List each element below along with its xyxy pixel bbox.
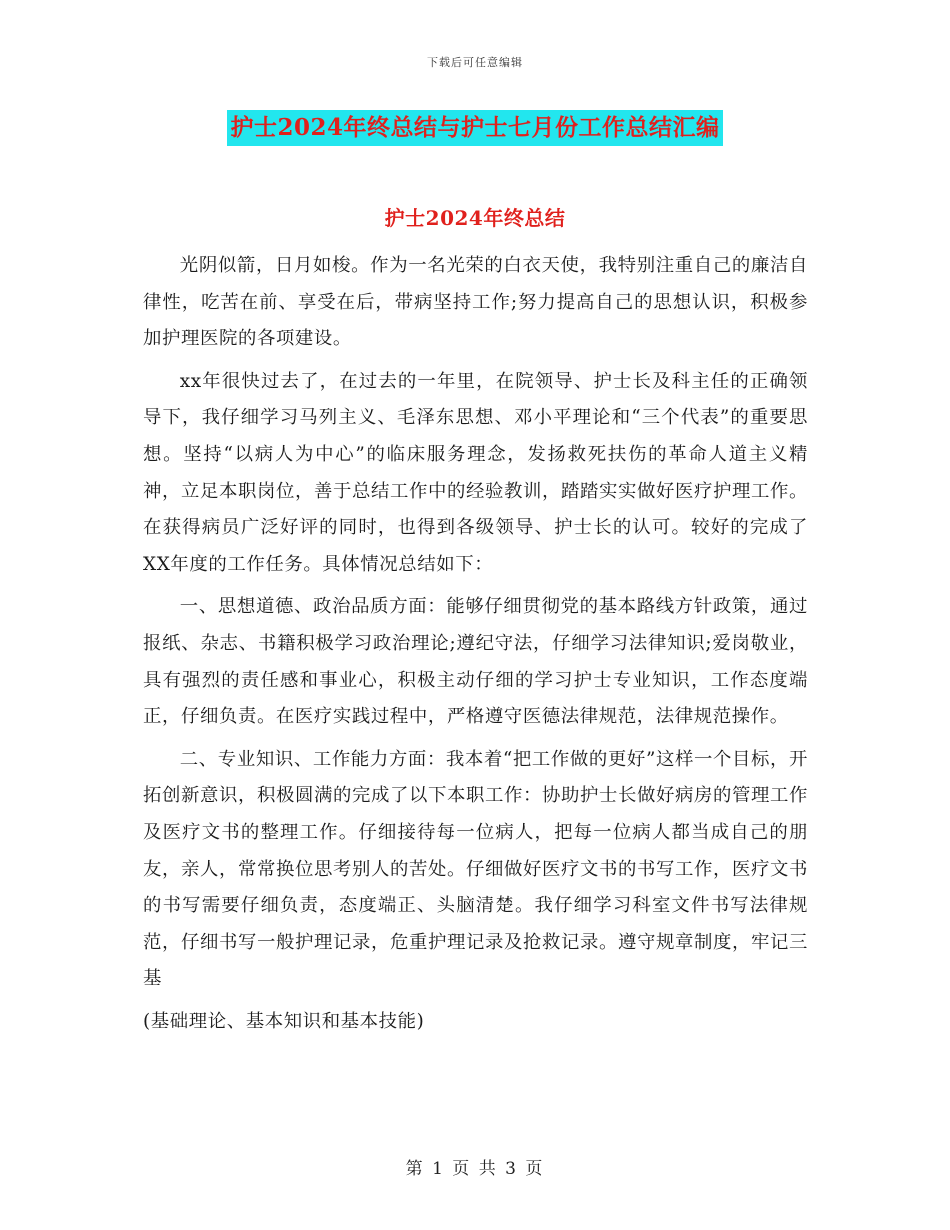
document-title: 护士2024年终总结与护士七月份工作总结汇编 [227, 110, 722, 146]
section-title: 护士2024年终总结 [384, 206, 566, 230]
document-title-container [0, 110, 950, 146]
page-footer: 第 1 页 共 3 页 [405, 1159, 545, 1179]
body-text [143, 248, 808, 1046]
paragraph: 一、思想道德、政治品质方面：能够仔细贯彻党的基本路线方针政策，通过报纸、杂志、书籍积极学习政治理论;遵纪守法，仔细学习法律知识;爱岗敬业，具有强烈的责任感和事业心，积极主动仔细的学习护士专业知识，工作态度端正，仔细负责。在医疗实践过程中，严格遵守医德法律规范，法律规范操作。 [143, 596, 808, 728]
paragraph: 光阴似箭，日月如梭。作为一名光荣的白衣天使，我特别注重自己的廉洁自律性，吃苦在前、享受在后，带病坚持工作;努力提高自己的思想认识，积极参加护理医院的各项建设。 [143, 255, 808, 350]
paragraph: xx年很快过去了，在过去的一年里，在院领导、护士长及科主任的正确领导下，我仔细学习马列主义、毛泽东思想、邓小平理论和“三个代表”的重要思想。坚持“以病人为中心”的临床服务理念，发扬救死扶伤的革命人道主义精神，立足本职岗位，善于总结工作中的经验教训，踏踏实实做好医疗护理工作。在获得病员广泛好评的同时，也得到各级领导、护士长的认可。较好的完成了XX年度的工作任务。具体情况总结如下： [143, 370, 808, 575]
paragraph: (基础理论、基本知识和基本技能) [143, 1010, 425, 1032]
page-header: 下载后可任意编辑 [427, 56, 523, 69]
paragraph: 二、专业知识、工作能力方面：我本着“把工作做的更好”这样一个目标，开拓创新意识，积极圆满的完成了以下本职工作：协助护士长做好病房的管理工作及医疗文书的整理工作。仔细接待每一位病人，把每一位病人都当成自己的朋友，亲人，常常换位思考别人的苦处。仔细做好医疗文书的书写工作，医疗文书的书写需要仔细负责，态度端正、头脑清楚。我仔细学习科室文件书写法律规范，仔细书写一般护理记录，危重护理记录及抢救记录。遵守规章制度，牢记三基 [143, 748, 808, 990]
